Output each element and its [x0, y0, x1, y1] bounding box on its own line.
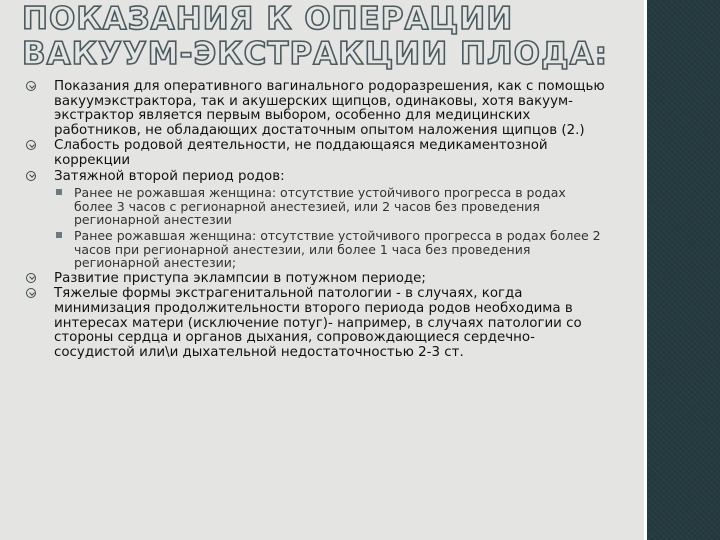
- list-item: [26, 170, 606, 185]
- sub-list-item: [26, 229, 606, 270]
- circled-check-icon: [26, 171, 36, 181]
- decorative-sidebar: [644, 0, 720, 540]
- list-item: [26, 287, 606, 360]
- sub-list-item-text: Ранее рожавшая женщина: отсутствие устойчивого прогресса в родах более 2 часов при регионарной анестезии, или более 1 часа без проведения регионарной анестезии;: [74, 227, 601, 271]
- sub-list: [26, 186, 606, 270]
- list-item-text: Тяжелые формы экстрагенитальной патологии - в случаях, когда минимизация продолжительности второго периода родов необходима в интересах матери (исключение потуг)- например, в случаях патологии со стороны сердца и органов дыхания, сопровождающиеся сердечно-сосудистой или\и дыхательной недостаточностью 2-3 ст.: [54, 286, 582, 360]
- circled-check-icon: [26, 140, 36, 150]
- square-bullet-icon: [56, 189, 62, 195]
- circled-check-icon: [26, 288, 36, 298]
- bullet-list: [26, 80, 606, 361]
- sidebar-divider: [644, 0, 647, 540]
- list-item: [26, 139, 606, 168]
- list-item-text: Затяжной второй период родов:: [54, 168, 285, 184]
- list-item: [26, 272, 606, 287]
- list-item-text: Развитие приступа эклампсии в потужном периоде;: [54, 270, 426, 286]
- sub-list-item: [26, 186, 606, 227]
- list-item-text: Показания для оперативного вагинального родоразрешения, как с помощью вакуумэкстрактора, так и акушерских щипцов, одинаковы, хотя вакуум-экстрактор является первым выбором, особенно для медицинских работников, не обладающих достаточным опытом наложения щипцов (2.): [54, 79, 605, 138]
- list-item-text: Слабость родовой деятельности, не поддающаяся медикаментозной коррекции: [54, 138, 548, 168]
- slide-title: ПОКАЗАНИЯ К ОПЕРАЦИИ ВАКУУМ-ЭКСТРАКЦИИ ПЛОДА:: [22, 1, 608, 72]
- square-bullet-icon: [56, 232, 62, 238]
- sub-list-item-text: Ранее не рожавшая женщина: отсутствие устойчивого прогресса в родах более 3 часов с регионарной анестезией, или 2 часов без проведения регионарной анестезии: [74, 185, 566, 228]
- circled-check-icon: [26, 81, 36, 91]
- circled-check-icon: [26, 273, 36, 283]
- list-item: [26, 80, 606, 138]
